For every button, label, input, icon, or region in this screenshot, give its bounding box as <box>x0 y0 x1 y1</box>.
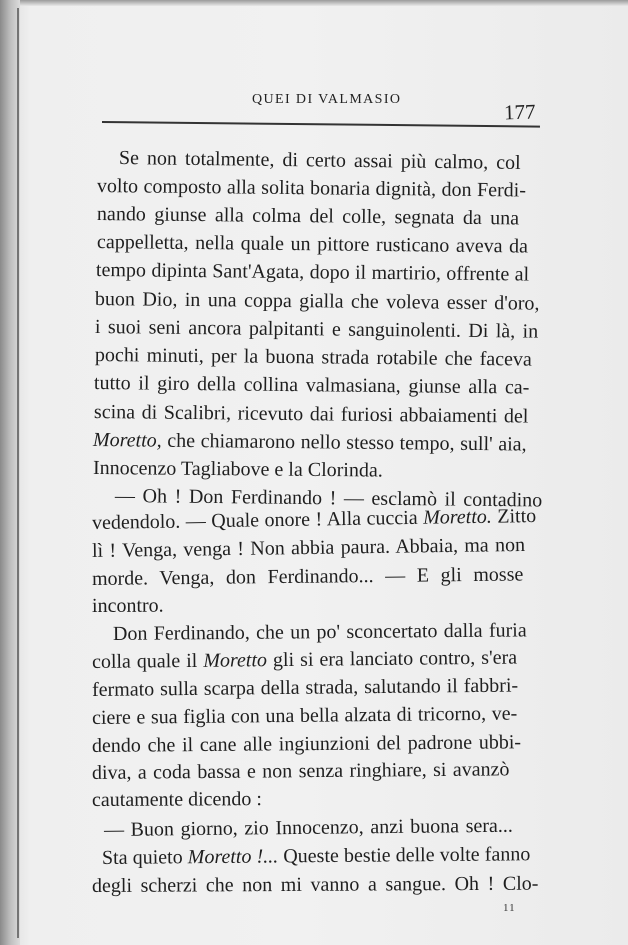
text-line: Se non totalmente, di certo assai più calmo, col <box>118 147 521 174</box>
text-line: Moretto, che chiamarono nello stesso tempo, sull' aia, <box>92 429 527 456</box>
text-line: colla quale il Moretto gli si era lanciato contro, s'era <box>91 646 518 673</box>
text-line: dendo che il cane alle ingiunzioni del padrone ubbi- <box>91 731 522 757</box>
text-line: i suoi seni ancora palpitanti e sanguinolenti. Di là, in <box>94 316 539 343</box>
text-line: degli scherzi che non mi vanno a sangue. Oh ! Clo- <box>91 872 539 897</box>
text-line: Innocenzo Tagliabove e la Clorinda. <box>92 457 383 482</box>
italic-name: Moretto !... <box>187 845 279 869</box>
text-line: ciere e sua figlia con una bella alzata di tricorno, ve- <box>91 702 518 729</box>
text-line: tempo dipinta Sant'Agata, dopo il martirio, offrente al <box>95 259 530 286</box>
text-line: cappelletta, nella quale un pittore rusticano aveva da <box>96 231 529 258</box>
running-title: QUEI DI VALMASIO <box>252 92 402 107</box>
text-line: Don Ferdinando, che un po' sconcertato dalla furia <box>112 619 527 645</box>
text-line: Sta quieto Moretto !... Queste bestie delle volte fanno <box>101 843 531 869</box>
text-line: pochi minuti, per la buona strada rotabile che faceva <box>94 344 532 371</box>
text-line: buon Dio, in una coppa gialla che voleva esser d'oro, <box>94 288 540 315</box>
signature-mark: 11 <box>503 902 516 914</box>
text-line: morde. Venga, don Ferdinando... — E gli mosse <box>91 563 524 590</box>
text-line: diva, a coda bassa e non senza ringhiare, si avanzò <box>91 758 510 784</box>
text-line: lì ! Venga, venga ! Non abbia paura. Abbaia, ma non <box>91 533 526 562</box>
text-line: vedendolo. — Quale onore ! Alla cuccia Moretto. Zitto <box>91 505 537 534</box>
text-line: tutto il giro della collina valmasiana, giunse alla ca- <box>93 372 530 399</box>
text-line: incontro. <box>91 594 164 617</box>
text-line: scina di Scalibri, ricevuto dai furiosi abbaiamenti del <box>93 401 529 428</box>
text-line: — Oh ! Don Ferdinando ! — esclamò il contadino <box>114 485 543 512</box>
text-line: nando giunse alla colma del colle, segnata da una <box>96 203 520 230</box>
italic-name: Moretto. <box>422 505 492 529</box>
text-line: fermato sulla scarpa della strada, salutando il fabbri- <box>91 674 519 701</box>
italic-name: Moretto <box>203 649 268 672</box>
text-line: volto composto alla solita bonaria dignità, don Ferdi- <box>96 175 527 202</box>
page-number: 177 <box>503 99 536 125</box>
text-line: — Buon giorno, zio Innocenzo, anzi buona sera... <box>103 814 513 841</box>
text-line: cautamente dicendo : <box>91 788 262 811</box>
italic-name: Moretto, <box>92 429 162 452</box>
